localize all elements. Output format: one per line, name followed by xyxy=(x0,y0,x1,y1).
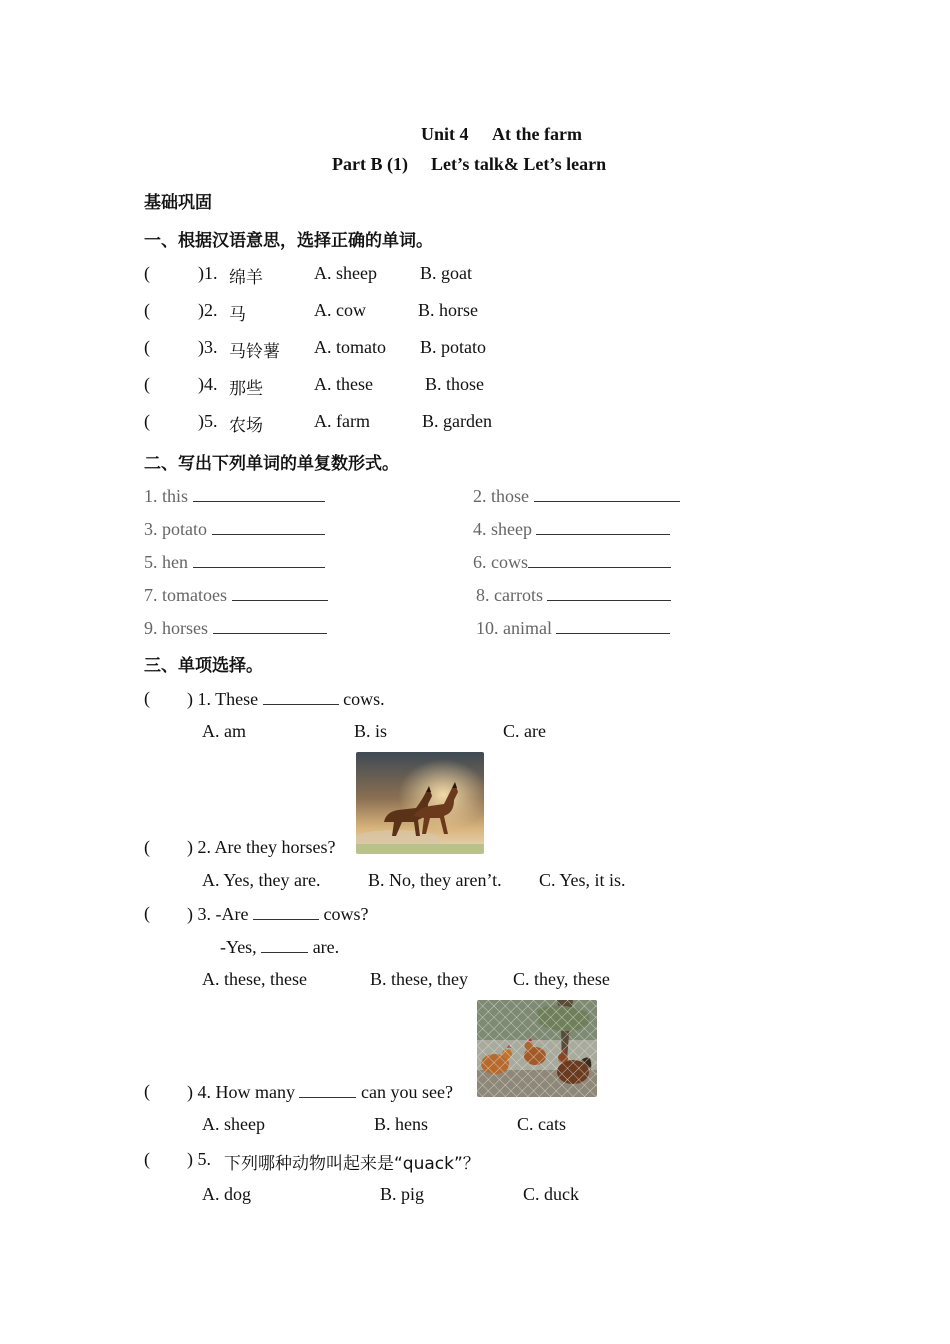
question-tail: can you see? xyxy=(360,1082,453,1102)
question-stem: ) 1. These xyxy=(187,689,259,709)
section2-title: 二、写出下列单词的单复数形式。 xyxy=(144,454,399,474)
question-number: )4. xyxy=(198,374,218,394)
word-item xyxy=(144,551,325,573)
option-b: B. those xyxy=(425,374,485,394)
chinese-word: 农场 xyxy=(229,416,263,436)
answer-paren-open: ( xyxy=(144,688,150,708)
word-label: 4. sheep xyxy=(473,519,532,539)
answer-blank[interactable] xyxy=(213,617,327,634)
unit-title: At the farm xyxy=(492,124,582,144)
answer-blank[interactable] xyxy=(534,485,680,502)
option-c: C. duck xyxy=(523,1184,579,1204)
answer-paren-open: ( xyxy=(144,411,150,431)
option-c: C. cats xyxy=(517,1114,566,1134)
word-item xyxy=(144,617,327,639)
answer-paren-open: ( xyxy=(144,337,150,357)
section-basic-heading: 基础巩固 xyxy=(144,193,212,213)
question-4 xyxy=(187,1081,453,1103)
chinese-word: 绵羊 xyxy=(229,268,263,288)
chinese-word: 马铃薯 xyxy=(229,342,280,362)
question-number: )3. xyxy=(198,337,218,357)
option-c: C. Yes, it is. xyxy=(539,870,626,890)
question-number: )1. xyxy=(198,263,218,283)
option-b: B. these, they xyxy=(370,969,468,989)
hens-photo xyxy=(477,1000,597,1097)
option-a: A. sheep xyxy=(202,1114,265,1134)
hens-illustration xyxy=(477,1000,597,1097)
question-5-number: ) 5. xyxy=(187,1149,211,1169)
option-b: B. horse xyxy=(418,300,478,320)
word-label: 10. animal xyxy=(476,618,552,638)
answer-blank[interactable] xyxy=(547,584,671,601)
option-b: B. pig xyxy=(380,1184,425,1204)
word-item xyxy=(473,551,671,573)
word-label: 5. hen xyxy=(144,552,188,572)
word-label: 1. this xyxy=(144,486,189,506)
question-tail: cows. xyxy=(343,689,385,709)
answer-blank[interactable] xyxy=(556,617,670,634)
word-item xyxy=(476,584,671,606)
answer-blank[interactable] xyxy=(193,551,325,568)
answer-blank[interactable] xyxy=(528,551,671,568)
option-a: A. cow xyxy=(314,300,366,320)
answer-blank[interactable] xyxy=(253,903,319,920)
chinese-word: 那些 xyxy=(229,379,263,399)
word-label: 2. those xyxy=(473,486,529,506)
answer-paren-open: ( xyxy=(144,1081,150,1101)
word-item xyxy=(144,485,325,507)
horses-illustration xyxy=(356,752,484,854)
question-1 xyxy=(187,688,385,710)
answer-blank[interactable] xyxy=(212,518,325,535)
answer-blank[interactable] xyxy=(263,688,339,705)
answer-blank[interactable] xyxy=(536,518,670,535)
word-item xyxy=(473,518,670,540)
section3-title: 三、单项选择。 xyxy=(144,656,263,676)
option-a: A. dog xyxy=(202,1184,251,1204)
question-3-response xyxy=(220,936,339,958)
part-number: Part B (1) xyxy=(332,154,408,174)
option-a: A. am xyxy=(202,721,246,741)
word-label: 8. carrots xyxy=(476,585,543,605)
part-title: Let’s talk& Let’s learn xyxy=(431,154,607,174)
word-label: 3. potato xyxy=(144,519,207,539)
option-a: A. these, these xyxy=(202,969,307,989)
option-c: C. they, these xyxy=(513,969,610,989)
option-a: A. these xyxy=(314,374,373,394)
answer-paren-open: ( xyxy=(144,300,150,320)
word-label: 9. horses xyxy=(144,618,208,638)
question-5-stem: 下列哪种动物叫起来是“quack”？ xyxy=(224,1154,480,1174)
option-b: B. goat xyxy=(420,263,472,283)
response-tail: are. xyxy=(312,937,340,957)
option-a: A. tomato xyxy=(314,337,386,357)
question-stem: ) 3. -Are xyxy=(187,904,249,924)
option-b: B. No, they aren’t. xyxy=(368,870,502,890)
option-b: B. garden xyxy=(422,411,492,431)
answer-paren-open: ( xyxy=(144,903,150,923)
option-b: B. is xyxy=(354,721,388,741)
answer-paren-open: ( xyxy=(144,374,150,394)
answer-paren-open: ( xyxy=(144,263,150,283)
section1-title: 一、根据汉语意思，选择正确的单词。 xyxy=(144,231,433,251)
answer-blank[interactable] xyxy=(299,1081,356,1098)
horses-photo xyxy=(356,752,484,854)
option-a: A. farm xyxy=(314,411,370,431)
word-item xyxy=(144,518,325,540)
option-c: C. are xyxy=(503,721,546,741)
question-stem: ) 4. How many xyxy=(187,1082,295,1102)
word-label: 6. cows xyxy=(473,552,528,572)
option-b: B. hens xyxy=(374,1114,428,1134)
option-a: A. Yes, they are. xyxy=(202,870,321,890)
answer-paren-open: ( xyxy=(144,837,150,857)
response-stem: -Yes, xyxy=(220,937,257,957)
answer-blank[interactable] xyxy=(193,485,325,502)
word-item xyxy=(476,617,670,639)
word-item xyxy=(144,584,328,606)
question-number: )5. xyxy=(198,411,218,431)
question-tail: cows? xyxy=(323,904,369,924)
question-number: )2. xyxy=(198,300,218,320)
option-b: B. potato xyxy=(420,337,486,357)
unit-number: Unit 4 xyxy=(421,124,469,144)
question-2: ) 2. Are they horses? xyxy=(187,837,336,857)
answer-paren-open: ( xyxy=(144,1149,150,1169)
answer-blank[interactable] xyxy=(261,936,308,953)
answer-blank[interactable] xyxy=(232,584,328,601)
question-3 xyxy=(187,903,368,925)
chinese-word: 马 xyxy=(229,305,246,325)
word-item xyxy=(473,485,680,507)
option-a: A. sheep xyxy=(314,263,377,283)
word-label: 7. tomatoes xyxy=(144,585,227,605)
